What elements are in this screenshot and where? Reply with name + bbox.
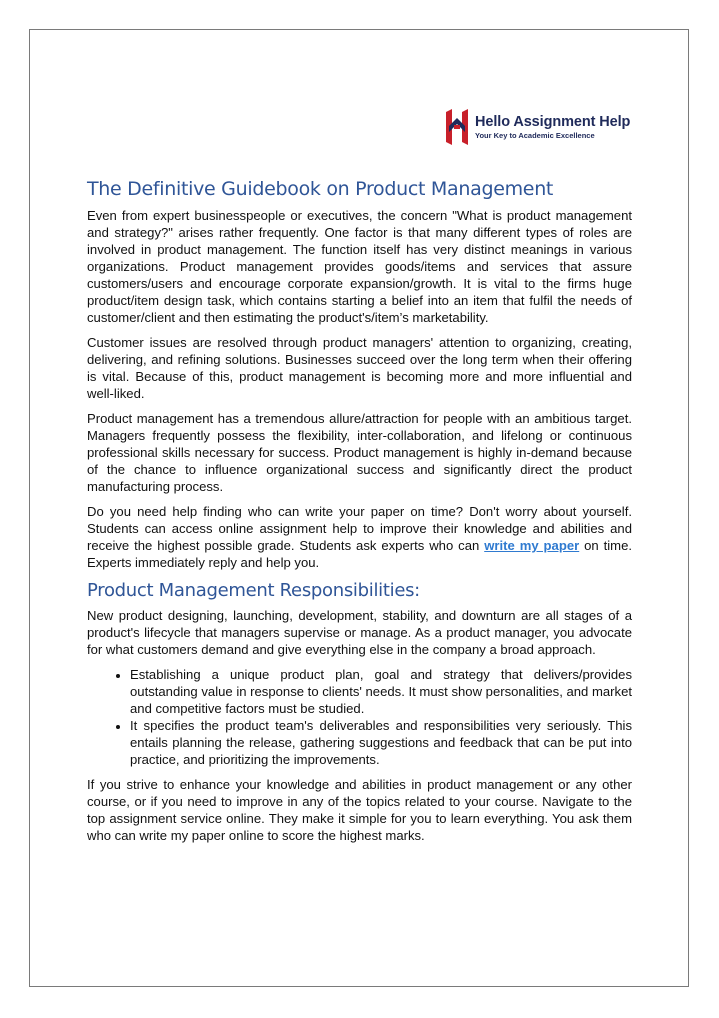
document-body [87,176,632,852]
paragraph-customer-issues: Customer issues are resolved through product managers' attention to organizing, creating, delivering, and refining solutions. Businesses succeed over the long term when their offering is vital. Because of this, product management is becoming more and more influential and well-liked. [87,335,632,401]
paragraph-help-text-end: on time. Experts immediately reply and help you. [87,538,632,570]
paragraph-help-text: Do you need help finding who can write your paper on time? Don't worry about yourself. Students can access online assignment help to improve their knowledge and abilities and receive the highest possible grade. Students ask experts who can [87,504,632,553]
logo-title: Hello Assignment Help [475,113,631,130]
paragraph-help [87,503,632,571]
paragraph-intro: Even from expert businesspeople or executives, the concern "What is product management and strategy?" arises rather frequently. One factor is that many different types of roles are involved in product management. The function itself has very distinct meanings in various organizations. Product management provides goods/items and services that assure customers/users and encourage corporate expansion/growth. It is vital to the firms huge product/item design task, which contains starting a belief into an item that fulfil the needs of customer/client and then estimating the product's/item’s marketability. [87,208,632,325]
write-my-paper-link[interactable]: write my paper [484,538,580,553]
document-title: The Definitive Guidebook on Product Management [87,178,554,200]
brand-logo [443,104,643,150]
paragraph-lifecycle: New product designing, launching, development, stability, and downturn are all stages of a product's lifecycle that managers supervise or manage. As a product manager, you advocate for what customers demand and give everything else in the company a broad approach. [87,608,632,657]
section-heading-responsibilities: Product Management Responsibilities: [87,580,420,601]
logo-tagline: Your Key to Academic Excellence [475,131,595,140]
paragraph-allure: Product management has a tremendous allure/attraction for people with an ambitious target. Managers frequently possess the flexibility, inter-collaboration, and lifelong or continuous professional skills necessary for success. Product management is highly in-demand because of the chance to influence organizational success and significantly direct the product manufacturing process. [87,411,632,494]
responsibilities-list [87,666,632,768]
list-item: • Establishing a unique product plan, goal and strategy that delivers/provides outstanding value in response to clients' needs. It must show personalities, and market and competitive factors must be studied. [130,666,632,717]
paragraph-conclusion: If you strive to enhance your knowledge and abilities in product management or any other course, or if you need to improve in any of the topics related to your course. Navigate to the top assignment service online. They make it simple for you to learn everything. You ask them who can write my paper online to score the highest marks. [87,777,632,843]
hello-assignment-logo-icon [443,106,471,148]
list-item: • It specifies the product team's deliverables and responsibilities very seriously. This entails planning the release, gathering suggestions and feedback that can be put into practice, and prioritizing the improvements. [130,717,632,768]
